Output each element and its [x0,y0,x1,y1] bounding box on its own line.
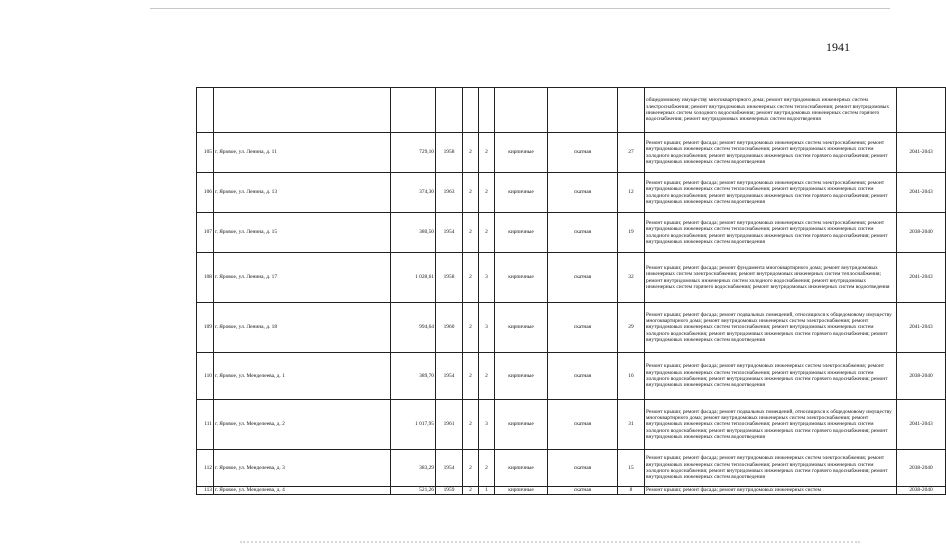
floors-cell: 2 [463,173,479,213]
works-cell: Ремонт крыши; ремонт фасада; ремонт внутридомовых инженерных систем электроснабжения; ремонт внутридомовых инженерных систем теплоснабжения; ремонт внутридомовых инженерных систем холодного водоснабжения; ремонт внутридомовых инженерных систем горячего водоснабжения; ремонт внутридомовых инженерных систем водоотведения [645,133,897,173]
works-cell: Ремонт крыши; ремонт фасада; ремонт фундамента многоквартирного дома; ремонт внутридомовых инженерных систем электроснабжения; ремонт внутридомовых инженерных систем теплоснабжения; ремонт внутридомовых инженерных систем холодного водоснабжения; ремонт внутридомовых инженерных систем горячего водоснабжения; ремонт внутридомовых инженерных систем водоотведения [645,253,897,303]
housing-repair-table [196,87,946,495]
entrances-cell: 1 [479,487,495,495]
material-cell: кирпичные [495,213,548,253]
table-row [197,173,946,213]
table-row [197,450,946,487]
entrances-cell: 2 [479,450,495,487]
entrances-cell: 2 [479,353,495,400]
table-row [197,303,946,353]
roof-cell: скатная [548,213,618,253]
residents-cell [618,88,645,133]
residents-cell: 29 [618,303,645,353]
works-cell: Ремонт крыши; ремонт фасада; ремонт внутридомовых инженерных систем электроснабжения; ремонт внутридомовых инженерных систем теплоснабжения; ремонт внутридомовых инженерных систем холодного водоснабжения; ремонт внутридомовых инженерных систем горячего водоснабжения; ремонт внутридомовых инженерных систем водоотведения [645,353,897,400]
year-cell: 1959 [436,487,463,495]
entrances-cell: 2 [479,213,495,253]
period-cell: 2038-2040 [897,353,946,400]
area-cell: 383,29 [391,450,436,487]
table-row [197,487,946,495]
row-number: 113 [197,487,214,495]
area-cell: 389,70 [391,353,436,400]
address-cell: г. Яровое, ул. Менделеева, д. 1 [214,353,391,400]
roof-cell: скатная [548,133,618,173]
period-cell: 2041-2043 [897,303,946,353]
material-cell: кирпичные [495,173,548,213]
address-cell: г. Яровое, ул. Ленина, д. 13 [214,173,391,213]
roof-cell: скатная [548,303,618,353]
area-cell: 994,64 [391,303,436,353]
floors-cell [463,88,479,133]
residents-cell: 15 [618,450,645,487]
entrances-cell: 2 [479,133,495,173]
table-row [197,133,946,173]
floors-cell: 2 [463,450,479,487]
period-cell: 2041-2043 [897,400,946,450]
area-cell: 729,10 [391,133,436,173]
scan-bottom-edge [240,541,860,543]
entrances-cell: 2 [479,173,495,213]
period-cell [897,88,946,133]
address-cell: г. Яровое, ул. Менделеева, д. 3 [214,450,391,487]
year-cell: 1960 [436,303,463,353]
scan-top-edge [150,8,890,9]
floors-cell: 2 [463,253,479,303]
material-cell: кирпичные [495,253,548,303]
table-row [197,88,946,133]
residents-cell: 8 [618,487,645,495]
table-row [197,253,946,303]
year-cell: 1954 [436,213,463,253]
roof-cell [548,88,618,133]
roof-cell: скатная [548,487,618,495]
residents-cell: 27 [618,133,645,173]
material-cell: кирпичные [495,353,548,400]
row-number [197,88,214,133]
area-cell: 1 028,61 [391,253,436,303]
material-cell [495,88,548,133]
floors-cell: 2 [463,487,479,495]
material-cell: кирпичные [495,303,548,353]
entrances-cell [479,88,495,133]
table-row [197,353,946,400]
roof-cell: скатная [548,400,618,450]
address-cell: г. Яровое, ул. Менделеева, д. 2 [214,400,391,450]
works-cell: Ремонт крыши; ремонт фасада; ремонт внутридомовых инженерных систем электроснабжения; ремонт внутридомовых инженерных систем теплоснабжения; ремонт внутридомовых инженерных систем холодного водоснабжения; ремонт внутридомовых инженерных систем горячего водоснабжения; ремонт внутридомовых инженерных систем водоотведения [645,213,897,253]
table-row [197,213,946,253]
year-cell: 1958 [436,253,463,303]
works-cell: Ремонт крыши; ремонт фасада; ремонт внутридомовых инженерных систем электроснабжения; ремонт внутридомовых инженерных систем теплоснабжения; ремонт внутридомовых инженерных систем холодного водоснабжения; ремонт внутридомовых инженерных систем горячего водоснабжения; ремонт внутридомовых инженерных систем водоотведения [645,450,897,487]
row-number: 111 [197,400,214,450]
row-number: 108 [197,253,214,303]
page-number: 1941 [826,40,850,54]
address-cell: г. Яровое, ул. Ленина, д. 11 [214,133,391,173]
entrances-cell: 3 [479,400,495,450]
row-number: 109 [197,303,214,353]
address-cell [214,88,391,133]
material-cell: кирпичные [495,133,548,173]
period-cell: 2041-2043 [897,133,946,173]
floors-cell: 2 [463,133,479,173]
works-cell: Ремонт крыши; ремонт фасада; ремонт подвальных помещений, относящихся к общедомовому имуществу многоквартирного дома; ремонт внутридомовых инженерных систем электроснабжения; ремонт внутридомовых инженерных систем теплоснабжения; ремонт внутридомовых инженерных систем холодного водоснабжения; ремонт внутридомовых инженерных систем горячего водоснабжения; ремонт внутридомовых инженерных систем водоотведения [645,400,897,450]
roof-cell: скатная [548,450,618,487]
address-cell: г. Яровое, ул. Ленина, д. 17 [214,253,391,303]
address-cell: г. Яровое, ул. Ленина, д. 15 [214,213,391,253]
roof-cell: скатная [548,173,618,213]
residents-cell: 16 [618,353,645,400]
period-cell: 2041-2043 [897,173,946,213]
table-row [197,400,946,450]
row-number: 106 [197,173,214,213]
entrances-cell: 3 [479,253,495,303]
area-cell [391,88,436,133]
year-cell: 1958 [436,133,463,173]
year-cell: 1963 [436,173,463,213]
year-cell: 1961 [436,400,463,450]
residents-cell: 31 [618,400,645,450]
period-cell: 2038-2040 [897,213,946,253]
row-number: 107 [197,213,214,253]
period-cell: 2041-2043 [897,253,946,303]
area-cell: 380,50 [391,213,436,253]
floors-cell: 2 [463,353,479,400]
roof-cell: скатная [548,353,618,400]
residents-cell: 12 [618,173,645,213]
works-cell: Ремонт крыши; ремонт фасада; ремонт внутридомовых инженерных систем [645,487,897,495]
year-cell [436,88,463,133]
material-cell: кирпичные [495,450,548,487]
works-cell: Ремонт крыши; ремонт фасада; ремонт подвальных помещений, относящихся к общедомовому имуществу многоквартирного дома; ремонт внутридомовых инженерных систем электроснабжения; ремонт внутридомовых инженерных систем теплоснабжения; ремонт внутридомовых инженерных систем холодного водоснабжения; ремонт внутридомовых инженерных систем горячего водоснабжения; ремонт внутридомовых инженерных систем водоотведения [645,303,897,353]
address-cell: г. Яровое, ул. Менделеева, д. 4 [214,487,391,495]
material-cell: кирпичные [495,487,548,495]
table-body [197,88,946,495]
material-cell: кирпичные [495,400,548,450]
works-cell: общедомовому имуществу многоквартирного дома; ремонт внутридомовых инженерных систем электроснабжения; ремонт внутридомовых инженерных систем теплоснабжения; ремонт внутридомовых инженерных систем холодного водоснабжения; ремонт внутридомовых инженерных систем горячего водоснабжения; ремонт внутридомовых инженерных систем водоотведения [645,88,897,133]
row-number: 112 [197,450,214,487]
year-cell: 1954 [436,353,463,400]
area-cell: 521,26 [391,487,436,495]
residents-cell: 32 [618,253,645,303]
period-cell: 2038-2040 [897,450,946,487]
residents-cell: 19 [618,213,645,253]
address-cell: г. Яровое, ул. Ленина, д. 18 [214,303,391,353]
area-cell: 1 017,95 [391,400,436,450]
area-cell: 374,30 [391,173,436,213]
works-cell: Ремонт крыши; ремонт фасада; ремонт внутридомовых инженерных систем электроснабжения; ремонт внутридомовых инженерных систем теплоснабжения; ремонт внутридомовых инженерных систем холодного водоснабжения; ремонт внутридомовых инженерных систем горячего водоснабжения; ремонт внутридомовых инженерных систем водоотведения [645,173,897,213]
floors-cell: 2 [463,213,479,253]
year-cell: 1954 [436,450,463,487]
floors-cell: 2 [463,303,479,353]
row-number: 105 [197,133,214,173]
entrances-cell: 3 [479,303,495,353]
row-number: 110 [197,353,214,400]
floors-cell: 2 [463,400,479,450]
period-cell: 2038-2040 [897,487,946,495]
roof-cell: скатная [548,253,618,303]
